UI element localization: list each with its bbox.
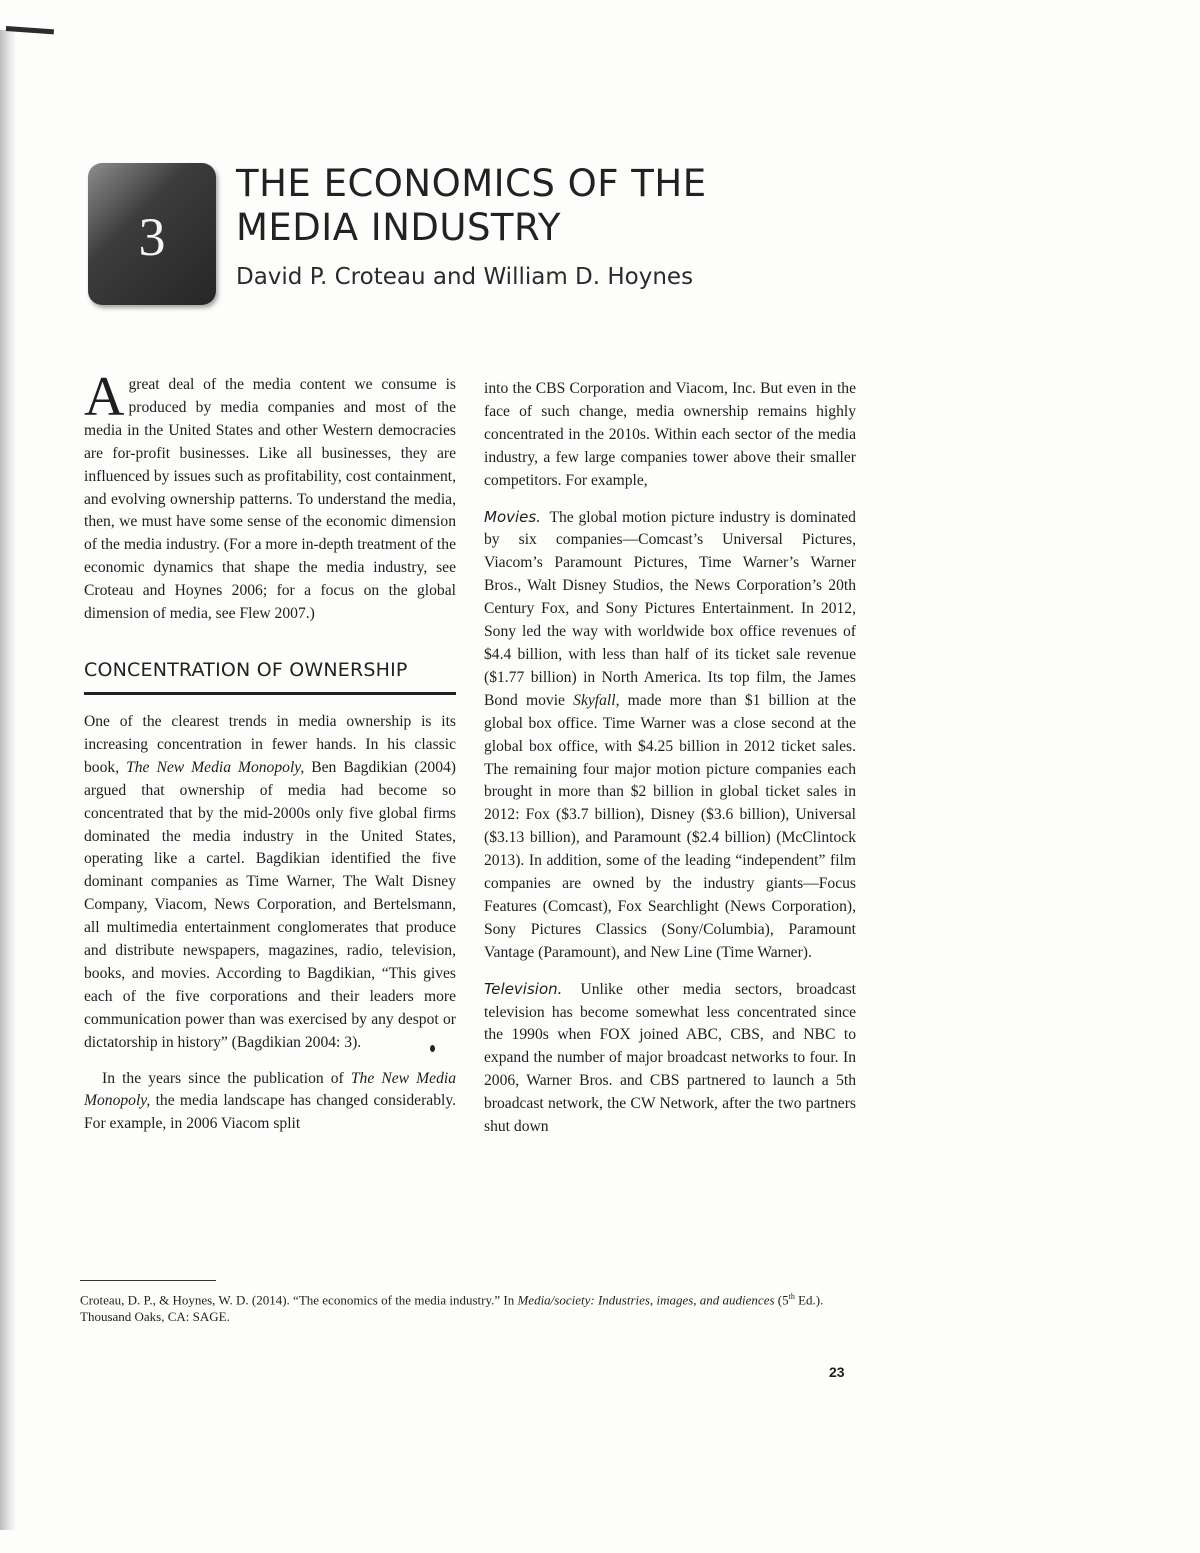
paragraph-text: Unlike other media sectors, broadcast television has become somewhat less concentrated since the 1990s when FOX joined ABC, CBS, and NBC to expand the number of major broadcast networks to four. In 2006, Warner Bros. and CBS partnered to launch a 5th broadcast network, the CW Network, after the two partners shut down (484, 980, 856, 1136)
chapter-authors: David P. Croteau and William D. Hoynes (236, 264, 694, 290)
movies-paragraph (484, 506, 856, 965)
paragraph-text: In the years since the publication of (102, 1069, 344, 1087)
paragraph-text: made more than $1 billion at the global box office. Time Warner was a close second at the global box office, with $4.25 billion in 2012 ticket sales. The remaining four major motion picture companies each brought in more than $2 billion in global ticket sales in 2012: Fox ($3.7 billion), Disney ($3.6 billion), Universal ($3.13 billion), and Paramount ($2.4 billion) (McClintock 2013). In addition, some of the leading “independent” film companies are owned by the industry giants—Focus Features (Comcast), Fox Searchlight (News Corporation), Sony Pictures Classics (Sony/Columbia), Paramount Vantage (Paramount), and New Line (Time Warner). (484, 691, 857, 961)
chapter-title-line-2: MEDIA INDUSTRY (236, 206, 561, 249)
citation-footnote (80, 1288, 860, 1325)
chapter-title-line-1: THE ECONOMICS OF THE (236, 162, 707, 205)
scan-shadow-left-edge (0, 30, 16, 1530)
book-title: The New Media Monopoly, (84, 1069, 456, 1110)
footnote-book-title: Media/society: Industries, images, and audiences (517, 1292, 775, 1308)
book-title: The New Media Monopoly, (126, 758, 305, 776)
footnote-edition: (5 (777, 1292, 789, 1308)
film-title: Skyfall, (573, 691, 620, 709)
section-heading: CONCENTRATION OF OWNERSHIP (84, 658, 456, 695)
page-number: 23 (829, 1364, 845, 1380)
television-paragraph (484, 978, 856, 1139)
footnote-text: Croteau, D. P., & Hoynes, W. D. (2014). “The economics of the media industry.” In (80, 1292, 515, 1308)
intro-paragraph (84, 366, 456, 626)
ownership-paragraph-2 (84, 1068, 456, 1137)
paragraph-text: the media landscape has changed considerably. For example, in 2006 Viacom split (84, 1092, 457, 1133)
chapter-title (236, 162, 707, 250)
footnote-rule (80, 1280, 216, 1281)
continuation-paragraph: into the CBS Corporation and Viacom, Inc. But even in the face of such change, media ownership remains highly concentrated in the 2010s. Within each sector of the media industry, a few large companies tower above their smaller competitors. For example, (484, 380, 856, 489)
paragraph-text: One of the clearest trends in media ownership is its increasing concentration in fewer hands. In his classic book, (84, 712, 456, 776)
drop-cap: A (84, 366, 125, 428)
ownership-paragraph-1 (84, 711, 456, 1055)
chapter-number-badge (88, 163, 216, 305)
right-column (484, 378, 856, 1152)
footnote-edition-superscript: th (788, 1292, 795, 1301)
television-run-in-heading: Television. (484, 979, 563, 998)
movies-run-in-heading: Movies. (484, 507, 541, 526)
chapter-number: 3 (138, 207, 166, 267)
left-column (84, 366, 457, 1149)
paragraph-text: Ben Bagdikian (2004) argued that ownership of media had become so concentrated that by the mid-2000s only five global firms dominated the media industry in the United States, operating like a cartel. Bagdikian identified the five dominant companies as Time Warner, The Walt Disney Company, Viacom, News Corporation, and Bertelsmann, all multimedia entertainment conglomerates that produce and distribute newspapers, magazines, radio, television, books, and movies. According to Bagdikian, “This gives each of the five corporations and their leaders more communication power than was exercised by any despot or dictatorship in history” (Bagdikian 2004: 3). (84, 758, 456, 1051)
footnote-text: Ed.). Thousand Oaks, CA: SAGE. (80, 1292, 824, 1325)
paragraph-text: The global motion picture industry is dominated by six companies—Comcast’s Universal Pictures, Viacom’s Paramount Pictures, Time Warner’s Warner Bros., Walt Disney Studios, the News Corporation’s 20th Century Fox, and Sony Pictures Entertainment. In 2012, Sony led the way with worldwide box office revenues of $4.4 billion, with less than half of its ticket sale revenue ($1.77 billion) in North America. Its top film, the James Bond movie (484, 508, 856, 709)
intro-text: great deal of the media content we consume is produced by media companies and most of the media in the United States and other Western democracies are for-profit businesses. Like all businesses, they are influenced by issues such as profitability, cost containment, and evolving ownership patterns. To understand the media, then, we must have some sense of the economic dimension of the media industry. (For a more in-depth treatment of the economic dynamics that shape the media industry, see Croteau and Hoynes 2006; for a focus on the global dimension of media, see Flew 2007.) (84, 376, 456, 623)
